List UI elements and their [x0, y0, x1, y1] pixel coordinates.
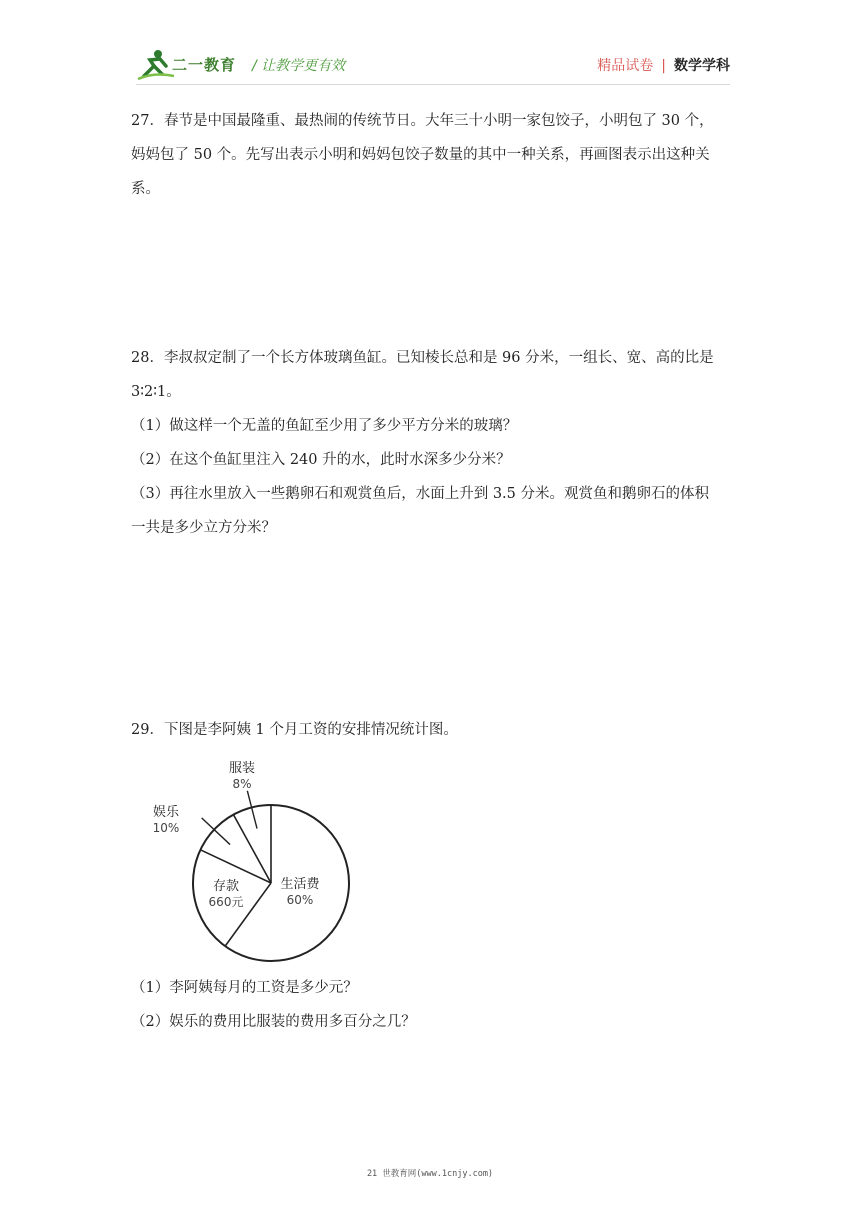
q29-sub-questions	[131, 971, 731, 1039]
slice-label-0: 生活费	[280, 877, 320, 892]
q27-line1: 27．春节是中国最隆重、最热闹的传统节日。大年三十小明一家包饺子，小明包了 30 个，	[131, 113, 714, 129]
q29-sub1: （1）李阿姨每月的工资是多少元？	[131, 980, 358, 996]
q27-line3: 系。	[131, 181, 160, 197]
q29-line1: 29．下图是李阿姨 1 个月工资的安排情况统计图。	[131, 722, 458, 738]
q28-sub1: （1）做这样一个无盖的鱼缸至少用了多少平方分米的玻璃？	[131, 418, 518, 434]
tag-separator: |	[661, 58, 666, 74]
slice-label-1: 存款	[212, 879, 240, 894]
page-footer: 21 世教育网(www.1cnjy.com)	[366, 1169, 494, 1179]
slice-value-2: 10%	[152, 821, 180, 835]
slice-value-1: 660元	[208, 895, 244, 909]
header-divider	[136, 84, 730, 85]
slice-label-2: 娱乐	[152, 805, 180, 820]
slice-value-3: 8%	[232, 777, 252, 791]
question-27	[131, 104, 731, 206]
tag-premium: 精品试卷	[597, 58, 654, 74]
q29-sub2: （2）娱乐的费用比服装的费用多百分之几？	[131, 1014, 416, 1030]
slice-label-3: 服装	[228, 761, 256, 776]
q28-line2: 3∶2∶1。	[131, 384, 181, 400]
q28-line1: 28．李叔叔定制了一个长方体玻璃鱼缸。已知棱长总和是 96 分米，一组长、宽、高的比是	[131, 350, 714, 366]
logo-text: 二一教育	[172, 56, 237, 74]
q28-sub3b: 一共是多少立方分米？	[131, 520, 276, 536]
page-header	[136, 46, 730, 82]
q28-sub2: （2）在这个鱼缸里注入 240 升的水，此时水深多少分米？	[131, 452, 511, 468]
runner-logo-icon	[136, 46, 176, 82]
q27-line2: 妈妈包了 50 个。先写出表示小明和妈妈包饺子数量的其中一种关系，再画图表示出这种关	[131, 147, 710, 163]
question-28	[131, 341, 731, 545]
header-tags	[597, 55, 730, 75]
tag-subject: 数学学科	[674, 58, 730, 74]
logo	[136, 46, 246, 82]
question-29	[131, 713, 731, 747]
slogan: / 让教学更有效	[252, 58, 346, 74]
pie-chart	[140, 752, 360, 964]
slice-value-0: 60%	[286, 893, 314, 907]
q28-sub3a: （3）再往水里放入一些鹅卵石和观赏鱼后，水面上升到 3.5 分米。观赏鱼和鹅卵石的体积	[131, 486, 709, 502]
